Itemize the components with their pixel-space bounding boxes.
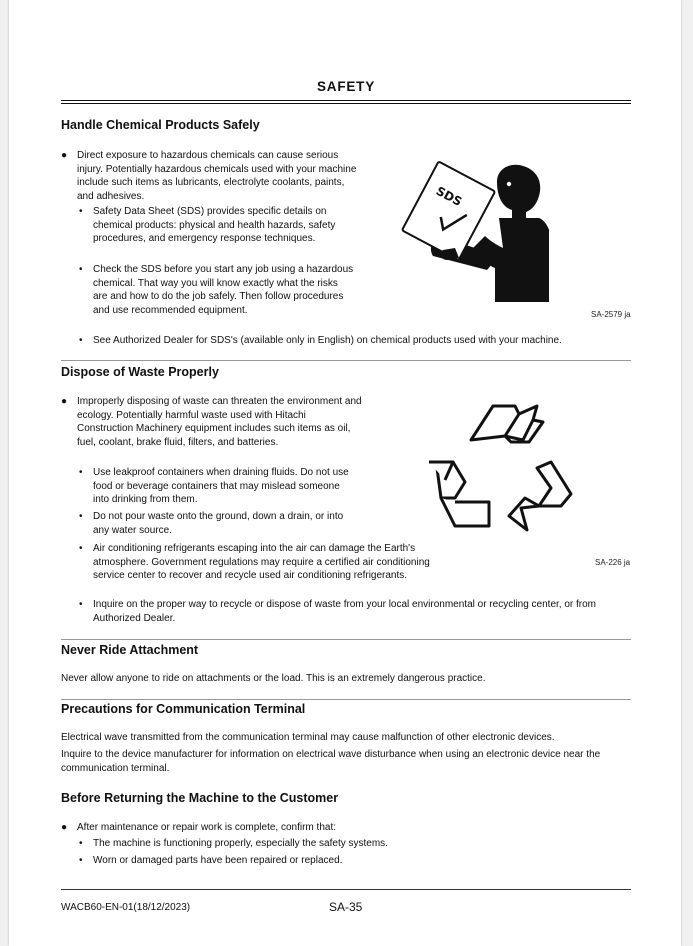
section-title-chemical: Handle Chemical Products Safely: [61, 118, 260, 132]
footer-page-number: SA-35: [329, 900, 363, 914]
section-divider: [61, 699, 631, 700]
section-divider: [61, 639, 631, 640]
chemical-sub3: • See Authorized Dealer for SDS's (available only in English) on chemical products used with your machine.: [79, 335, 562, 346]
chemical-bullet-text: Direct exposure to hazardous chemicals can cause serious injury. Potentially hazardous chemicals used with your machine include such items as lubricants, electrolyte coolants, paints, and adhesives.: [77, 150, 357, 202]
footer-doc-id: WACB60-EN-01(18/12/2023): [61, 902, 191, 913]
section-title-returning: Before Returning the Machine to the Customer: [61, 791, 339, 805]
waste-figure-label: SA-226 ja: [595, 558, 631, 567]
waste-sub4-text: Inquire on the proper way to recycle or dispose of waste from your local environmental or recycling center, or from Authorized Dealer.: [93, 599, 597, 624]
waste-sub1-text: Use leakproof containers when draining fluids. Do not use food or beverage containers that may mislead someone into drinking from them.: [93, 467, 349, 505]
chemical-sub1-text: Safety Data Sheet (SDS) provides specific details on chemical products: physical and health hazards, safety procedures, and emergency response techniques.: [93, 206, 336, 244]
returning-sub2-text: Worn or damaged parts have been repaired or replaced.: [93, 855, 343, 866]
sds-reader-illustration: [399, 160, 549, 305]
terminal-text-1: Electrical wave transmitted from the communication terminal may cause malfunction of other electronic devices.: [61, 732, 555, 743]
waste-sub2: • Do not pour waste onto the ground, down a drain, or into any water source.: [79, 511, 344, 536]
sds-sheet-label: SDS: [433, 183, 465, 209]
header-rule-bottom: [61, 103, 631, 104]
page-header-title: SAFETY: [316, 79, 376, 94]
waste-bullet-text: Improperly disposing of waste can threaten the environment and ecology. Potentially harmful waste used with Hitachi Construction Machinery equipment includes such items as oil, fuel, coolant, brake fluid, filters, and batteries.: [77, 396, 362, 448]
returning-bullet: ● After maintenance or repair work is complete, confirm that:: [61, 822, 336, 833]
returning-bullet-text: After maintenance or repair work is complete, confirm that:: [77, 822, 336, 833]
waste-bullet: ● Improperly disposing of waste can threaten the environment and ecology. Potentially harmful waste used with Hitachi Construction Machinery equipment includes such items as oil, fuel, coolant, brake fluid, filters, and batteries.: [61, 396, 362, 448]
returning-sub1: • The machine is functioning properly, especially the safety systems.: [79, 838, 388, 849]
returning-sub2: • Worn or damaged parts have been repaired or replaced.: [79, 855, 343, 866]
section-title-terminal: Precautions for Communication Terminal: [61, 702, 306, 716]
section-title-waste: Dispose of Waste Properly: [61, 365, 219, 379]
bullet-dot: ●: [61, 150, 68, 161]
recycle-symbol-illustration: [419, 398, 579, 548]
chemical-sub2: • Check the SDS before you start any job using a hazardous chemical. That way you will know exactly what the risks are and how to do the job safely. Then follow procedures and use recommended equipment.: [79, 264, 354, 316]
waste-sub2-text: Do not pour waste onto the ground, down a drain, or into any water source.: [93, 511, 344, 536]
header-rule-top: [61, 100, 631, 101]
chemical-sub1: • Safety Data Sheet (SDS) provides specific details on chemical products: physical and health hazards, safety procedures, and emergency response techniques.: [79, 206, 336, 244]
chemical-figure-label: SA-2579 ja: [591, 310, 631, 319]
document-page: [9, 0, 681, 946]
chemical-bullet: [61, 149, 362, 203]
footer-rule: [61, 889, 631, 890]
section-title-ride: Never Ride Attachment: [61, 643, 199, 657]
waste-sub3-text: Air conditioning refrigerants escaping into the air can damage the Earth's atmosphere. Government regulations may require a certified air conditioning service center to recover and recycle used air conditioning refrigerants.: [93, 543, 430, 581]
returning-sub1-text: The machine is functioning properly, especially the safety systems.: [93, 838, 388, 849]
chemical-sub2-text: Check the SDS before you start any job using a hazardous chemical. That way you will know exactly what the risks are and how to do the job safely. Then follow procedures and use recommended equipment.: [93, 264, 354, 316]
terminal-text-2: Inquire to the device manufacturer for information on electrical wave disturbance when using an electronic device near the communication terminal.: [61, 749, 601, 774]
ride-text: Never allow anyone to ride on attachments or the load. This is an extremely dangerous practice.: [61, 673, 486, 684]
waste-sub4: • Inquire on the proper way to recycle or dispose of waste from your local environmental or recycling center, or from Authorized Dealer.: [79, 599, 597, 624]
waste-sub1: • Use leakproof containers when draining fluids. Do not use food or beverage containers that may mislead someone into drinking from them.: [79, 467, 349, 505]
waste-sub3: • Air conditioning refrigerants escaping into the air can damage the Earth's atmosphere. Government regulations may require a certified air conditioning service center to recover and recycle used air conditioning refrigerants.: [79, 543, 430, 581]
chemical-sub3-text: See Authorized Dealer for SDS's (available only in English) on chemical products used with your machine.: [93, 335, 562, 346]
section-divider: [61, 360, 631, 361]
